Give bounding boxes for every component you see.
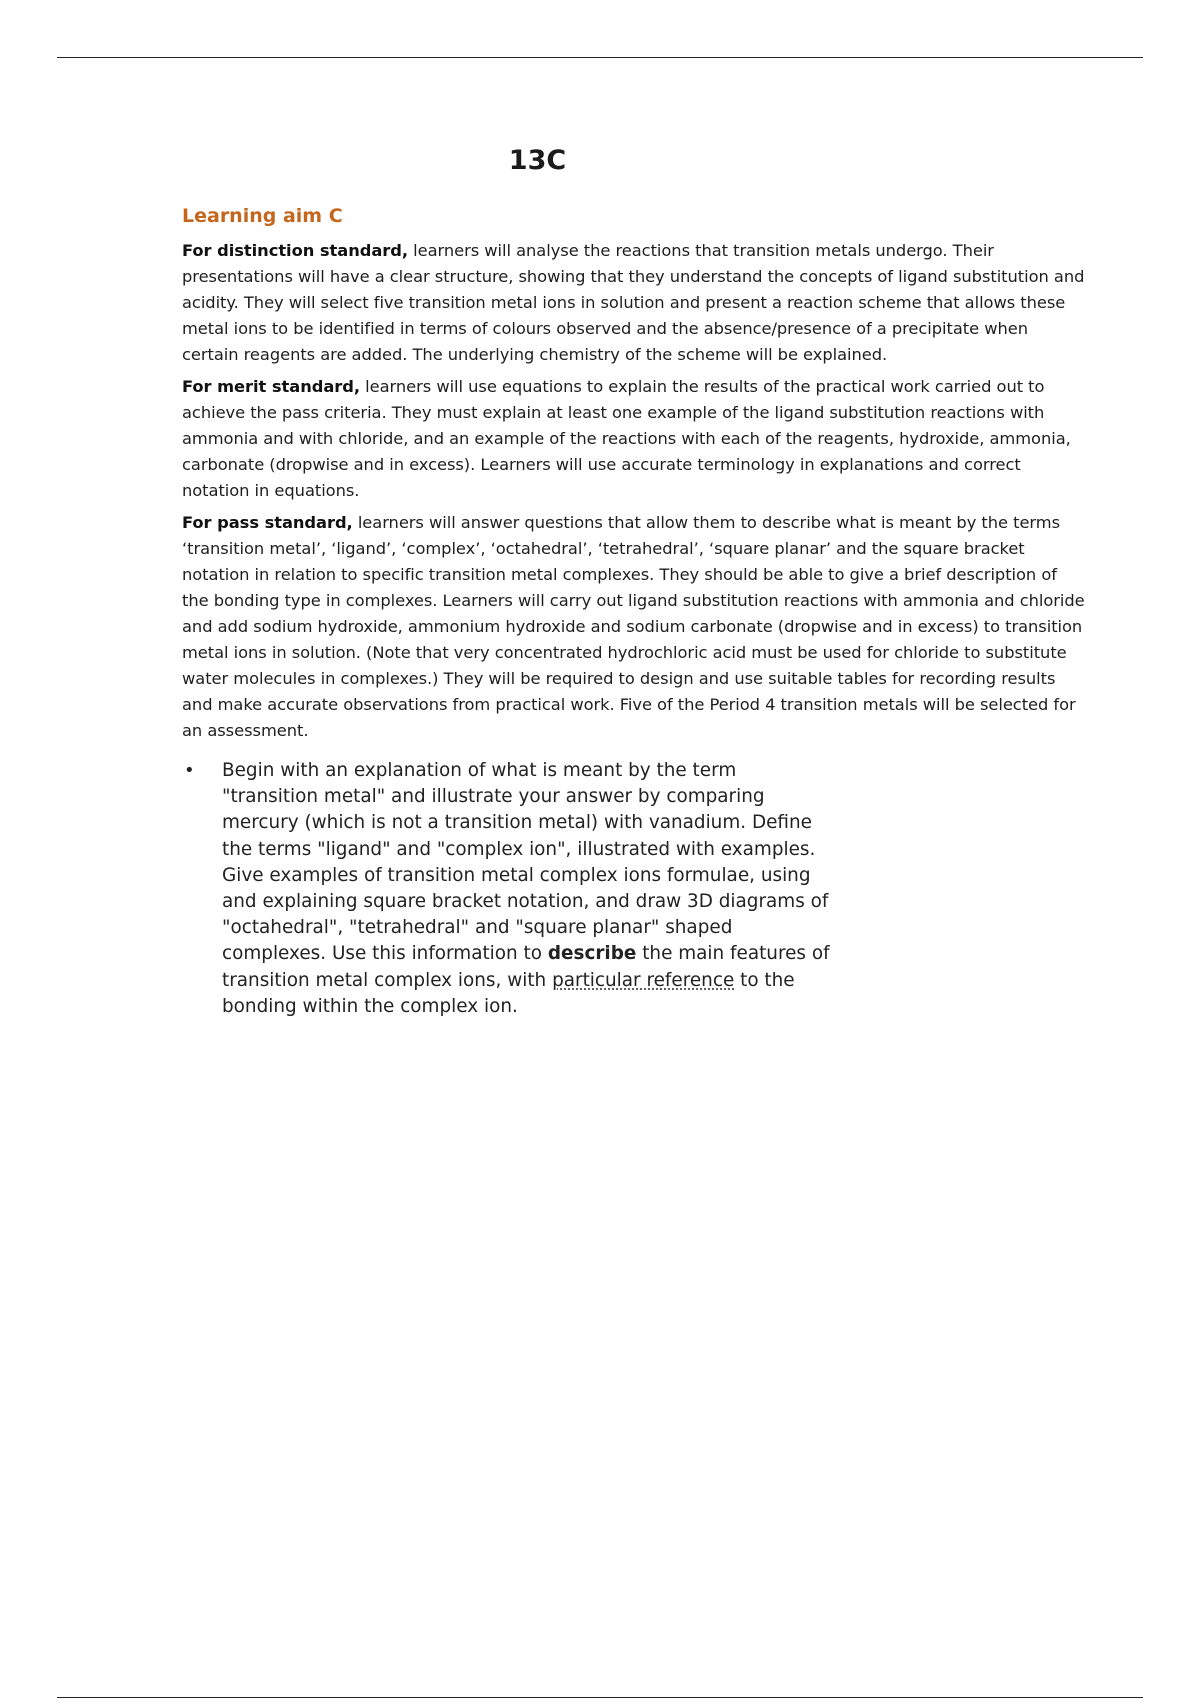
bullet-underlined-phrase: particular reference <box>552 969 735 991</box>
pass-paragraph <box>182 510 1087 744</box>
merit-lead: For merit standard, <box>182 377 361 396</box>
document-body <box>182 203 1087 1020</box>
bullet-icon: • <box>184 760 195 781</box>
page-title: 13C <box>508 145 567 176</box>
pass-text: learners will answer questions that allow them to describe what is meant by the terms ‘transition metal’, ‘ligand’, ‘complex’, ‘octahedral’, ‘tetrahedral’, ‘square planar’ and the square bracket notation in relation to specific transition metal complexes. They should be able to give a brief description of the bonding type in complexes. Learners will carry out ligand substitution reactions with ammonia and chloride and add sodium hydroxide, ammonium hydroxide and sodium carbonate (dropwise and in excess) to transition metal ions in solution. (Note that very concentrated hydrochloric acid must be used for chloride to substitute water molecules in complexes.) They will be required to design and use suitable tables for recording results and make accurate observations from practical work. Five of the Period 4 transition metals will be selected for an assessment. <box>182 513 1085 740</box>
section-heading: Learning aim C <box>182 205 343 227</box>
bullet-text-part3: to the bonding within the complex ion. <box>222 969 795 1017</box>
merit-text: learners will use equations to explain the results of the practical work carried out to achieve the pass criteria. They must explain at least one example of the ligand substitution reactions with ammonia and with chloride, and an example of the reactions with each of the reagents, hydroxide, ammonia, carbonate (dropwise and in excess). Learners will use accurate terminology in explanations and correct notation in equations. <box>182 377 1071 500</box>
bullet-text-part2: the main features of transition metal complex ions, with <box>222 943 830 991</box>
merit-paragraph <box>182 374 1087 504</box>
task-list <box>182 758 1087 1020</box>
distinction-text: learners will analyse the reactions that transition metals undergo. Their presentations will have a clear structure, showing that they understand the concepts of ligand substitution and acidity. They will select five transition metal ions in solution and present a reaction scheme that allows these metal ions to be identified in terms of colours observed and the absence/presence of a precipitate when certain reagents are added. The underlying chemistry of the scheme will be explained. <box>182 241 1085 364</box>
pass-lead: For pass standard, <box>182 513 353 532</box>
top-rule <box>57 57 1143 58</box>
list-item <box>182 758 837 1020</box>
distinction-paragraph <box>182 238 1087 368</box>
bullet-bold-word: describe <box>547 943 637 965</box>
bottom-rule <box>57 1697 1143 1698</box>
bullet-text-part1: Begin with an explanation of what is meant by the term "transition metal" and illustrate your answer by comparing mercury (which is not a transition metal) with vanadium. Define the terms "ligand" and "complex ion", illustrated with examples. Give examples of transition metal complex ions formulae, using and explaining square bracket notation, and draw 3D diagrams of "octahedral", "tetrahedral" and "square planar" shaped complexes. Use this information to <box>222 760 829 965</box>
distinction-lead: For distinction standard, <box>182 241 408 260</box>
